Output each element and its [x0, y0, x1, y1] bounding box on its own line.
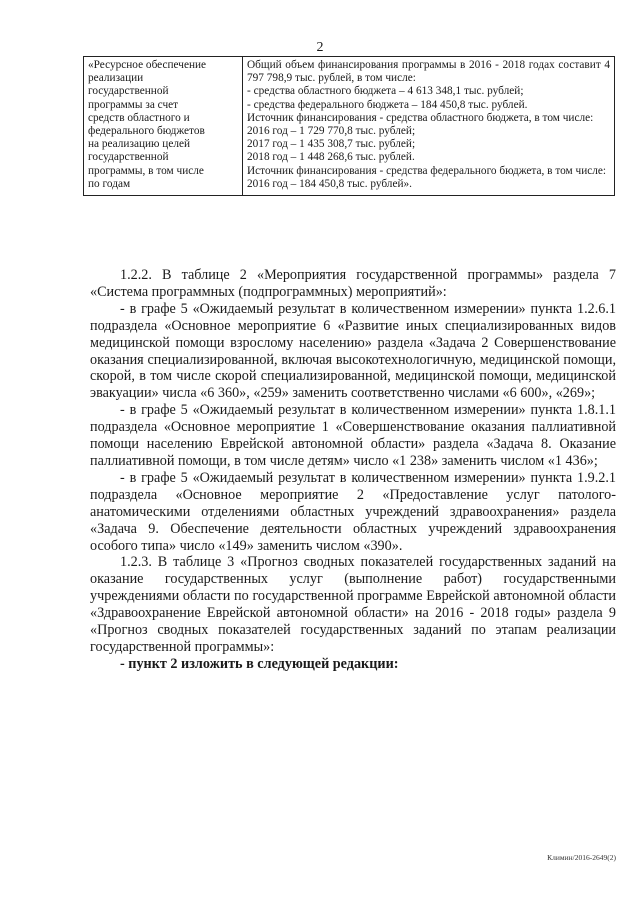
paragraph-item-1-9-2-1: - в графе 5 «Ожидаемый результат в количественном измерении» пункта 1.9.2.1 подраздела «Основное мероприятие 2 «Предоставление услуг патолого-анатомическими отделениями областных учреждений здравоохранения» раздела «Задача 9. Обеспечение деятельности областных учреждений здравоохранения особого типа» число «149» заменить числом «390».	[90, 469, 616, 554]
footer-document-code: Климин/2016-2649(2)	[547, 853, 616, 862]
funding-line: Общий объем финансирования программы в 2016 - 2018 годах составит 4 797 798,9 тыс. рублей, в том числе:	[247, 59, 610, 85]
funding-line: 2016 год – 1 729 770,8 тыс. рублей;	[247, 125, 416, 138]
paragraph-item-1-2-6-1: - в графе 5 «Ожидаемый результат в количественном измерении» пункта 1.2.6.1 подраздела «Основное мероприятие 6 «Развитие иных специализированных видов медицинской помощи взрослому населению» раздела «Задача 2 Совершенствование оказания специализированной, включая высокотехнологичную, медицинской помощи, скорой, в том числе скорой специализированной, медицинской помощи, медицинской эвакуации» числа «6 360», «259» заменить соответственно числами «6 600», «269»;	[90, 300, 616, 402]
funding-line: 2016 год – 184 450,8 тыс. рублей».	[247, 177, 412, 190]
funding-line: - средства областного бюджета – 4 613 348,1 тыс. рублей;	[247, 85, 524, 98]
resource-table	[83, 56, 615, 196]
label-line: реализации	[88, 72, 144, 85]
label-line: «Ресурсное обеспечение	[88, 59, 207, 71]
page-number: 2	[316, 40, 324, 55]
funding-line: 2017 год – 1 435 308,7 тыс. рублей;	[247, 138, 416, 151]
label-line: государственной	[88, 151, 169, 164]
paragraph-1-2-2: 1.2.2. В таблице 2 «Мероприятия государственной программы» раздела 7 «Система программных (подпрограммных) мероприятий»:	[90, 267, 616, 300]
funding-line: Источник финансирования - средства областного бюджета, в том числе:	[247, 111, 594, 124]
funding-line: Источник финансирования - средства федерального бюджета, в том числе:	[247, 164, 607, 177]
table-row	[84, 57, 615, 196]
funding-line: - средства федерального бюджета – 184 450,8 тыс. рублей.	[247, 98, 528, 111]
label-line: на реализацию целей	[88, 138, 191, 151]
label-line: средств областного и	[88, 111, 190, 124]
paragraph-1-2-3: 1.2.3. В таблице 3 «Прогноз сводных показателей государственных заданий на оказание государственных услуг (выполнение работ) государственными учреждениями области по государственной программе Еврейской автономной области «Здравоохранение Еврейской автономной области» на 2016 - 2018 годы» раздела 9 «Прогноз сводных показателей государственных заданий по этапам реализации государственной программы»:	[90, 554, 616, 655]
label-line: по годам	[88, 177, 131, 190]
label-line: программы, в том числе	[88, 164, 204, 177]
paragraph-item-1-8-1-1: - в графе 5 «Ожидаемый результат в количественном измерении» пункта 1.8.1.1 подраздела «Основное мероприятие 1 «Совершенствование оказания паллиативной помощи населению Еврейской автономной области» раздела «Задача 8. Оказание паллиативной помощи, в том числе детям» число «1 238» заменить числом «1 436»;	[90, 402, 616, 469]
table-cell-label	[84, 57, 243, 196]
paragraph-point-2: - пункт 2 изложить в следующей редакции:	[120, 655, 399, 672]
label-line: федерального бюджетов	[88, 125, 205, 138]
label-line: программы за счет	[88, 98, 179, 111]
funding-line: 2018 год – 1 448 268,6 тыс. рублей.	[247, 151, 415, 164]
table-cell-funding	[243, 57, 615, 196]
label-line: государственной	[88, 85, 169, 98]
document-body	[90, 267, 616, 673]
